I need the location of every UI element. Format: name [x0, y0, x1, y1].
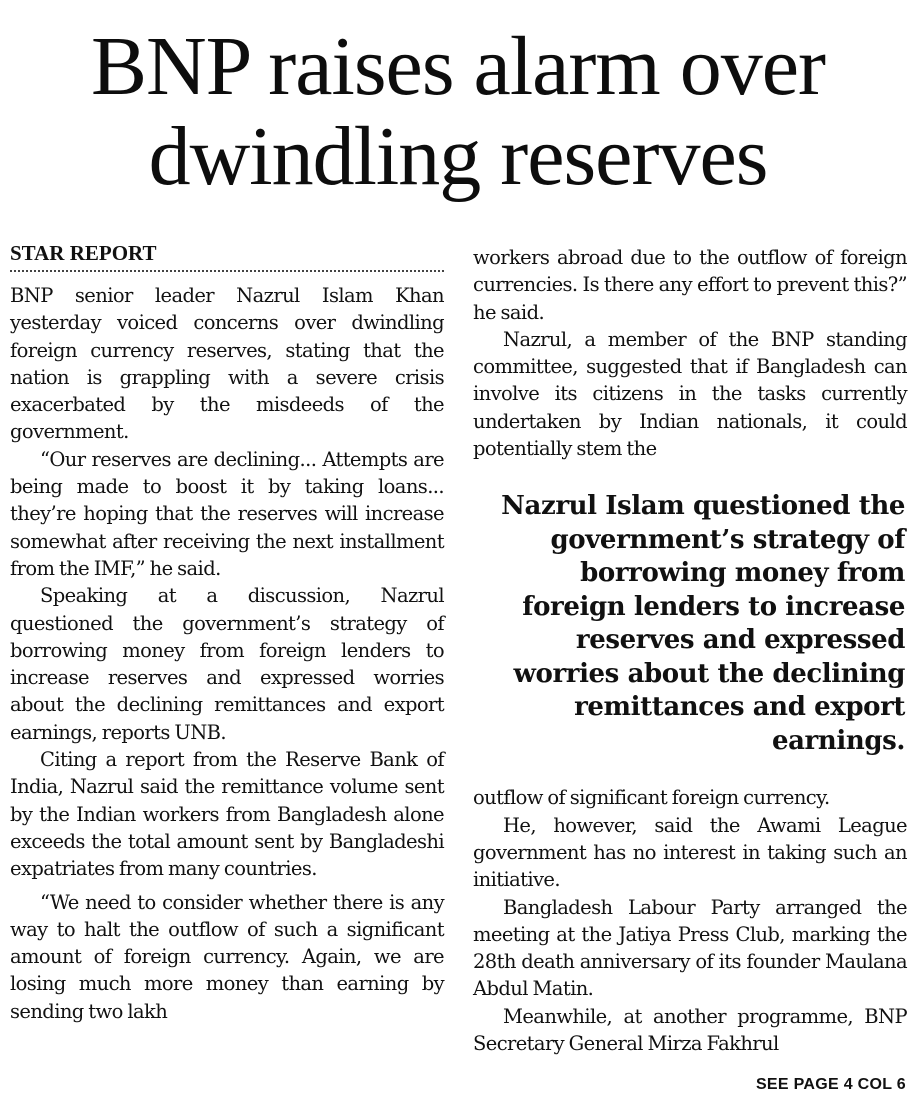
byline: STAR REPORT: [10, 240, 444, 272]
paragraph: outflow of significant foreign currency.: [473, 786, 830, 810]
headline-line-2: dwindling reserves: [148, 110, 768, 203]
headline-line-1: BNP raises alarm over: [90, 20, 825, 113]
paragraph: “Our reserves are declining... Attempts are being made to boost it by taking loans... they’re hoping that the reserves will increase somewhat after receiving the next installment from the IMF,” he said.: [10, 447, 444, 580]
paragraph: He, however, said the Awami League government has no interest in taking such an initiative.: [473, 813, 907, 892]
article-column-left: [10, 240, 444, 1025]
paragraph: Speaking at a discussion, Nazrul questioned the government’s strategy of borrowing money from foreign lenders to increase reserves and expressed worries about the declining remittances and export earnings, reports UNB.: [10, 584, 444, 744]
headline: [0, 22, 916, 202]
right-column-text-top: [473, 244, 907, 462]
paragraph: workers abroad due to the outflow of foreign currencies. Is there any effort to prevent this?” he said.: [473, 246, 907, 324]
continuation-note[interactable]: SEE PAGE 4 COL 6: [755, 1076, 906, 1093]
left-column-text: [10, 282, 444, 1025]
right-column-text-bottom: [473, 784, 907, 1057]
paragraph: Bangladesh Labour Party arranged the meeting at the Jatiya Press Club, marking the 28th death anniversary of its founder Maulana Abdul Matin.: [473, 895, 907, 1001]
paragraph: BNP senior leader Nazrul Islam Khan yesterday voiced concerns over dwindling foreign currency reserves, stating that the nation is grappling with a severe crisis exacerbated by the misdeeds of the government.: [10, 284, 444, 444]
pull-quote: Nazrul Islam questioned the government’s strategy of borrowing money from foreign lenders to increase reserves and expressed worries about the declining remittances and export earnings.: [501, 491, 905, 756]
article-column-right: [473, 244, 907, 1057]
paragraph: Citing a report from the Reserve Bank of India, Nazrul said the remittance volume sent by the Indian workers from Bangladesh alone exceeds the total amount sent by Bangladeshi expatriates from many countries.: [10, 748, 444, 881]
paragraph: Nazrul, a member of the BNP standing committee, suggested that if Bangladesh can involve its citizens in the tasks currently undertaken by Indian nationals, it could potentially stem the: [473, 327, 907, 461]
paragraph: Meanwhile, at another programme, BNP Secretary General Mirza Fakhrul: [473, 1004, 907, 1056]
paragraph: “We need to consider whether there is any way to halt the outflow of such a significant amount of foreign currency. Again, we are losing much more money than earning by sending two lakh: [10, 890, 444, 1023]
